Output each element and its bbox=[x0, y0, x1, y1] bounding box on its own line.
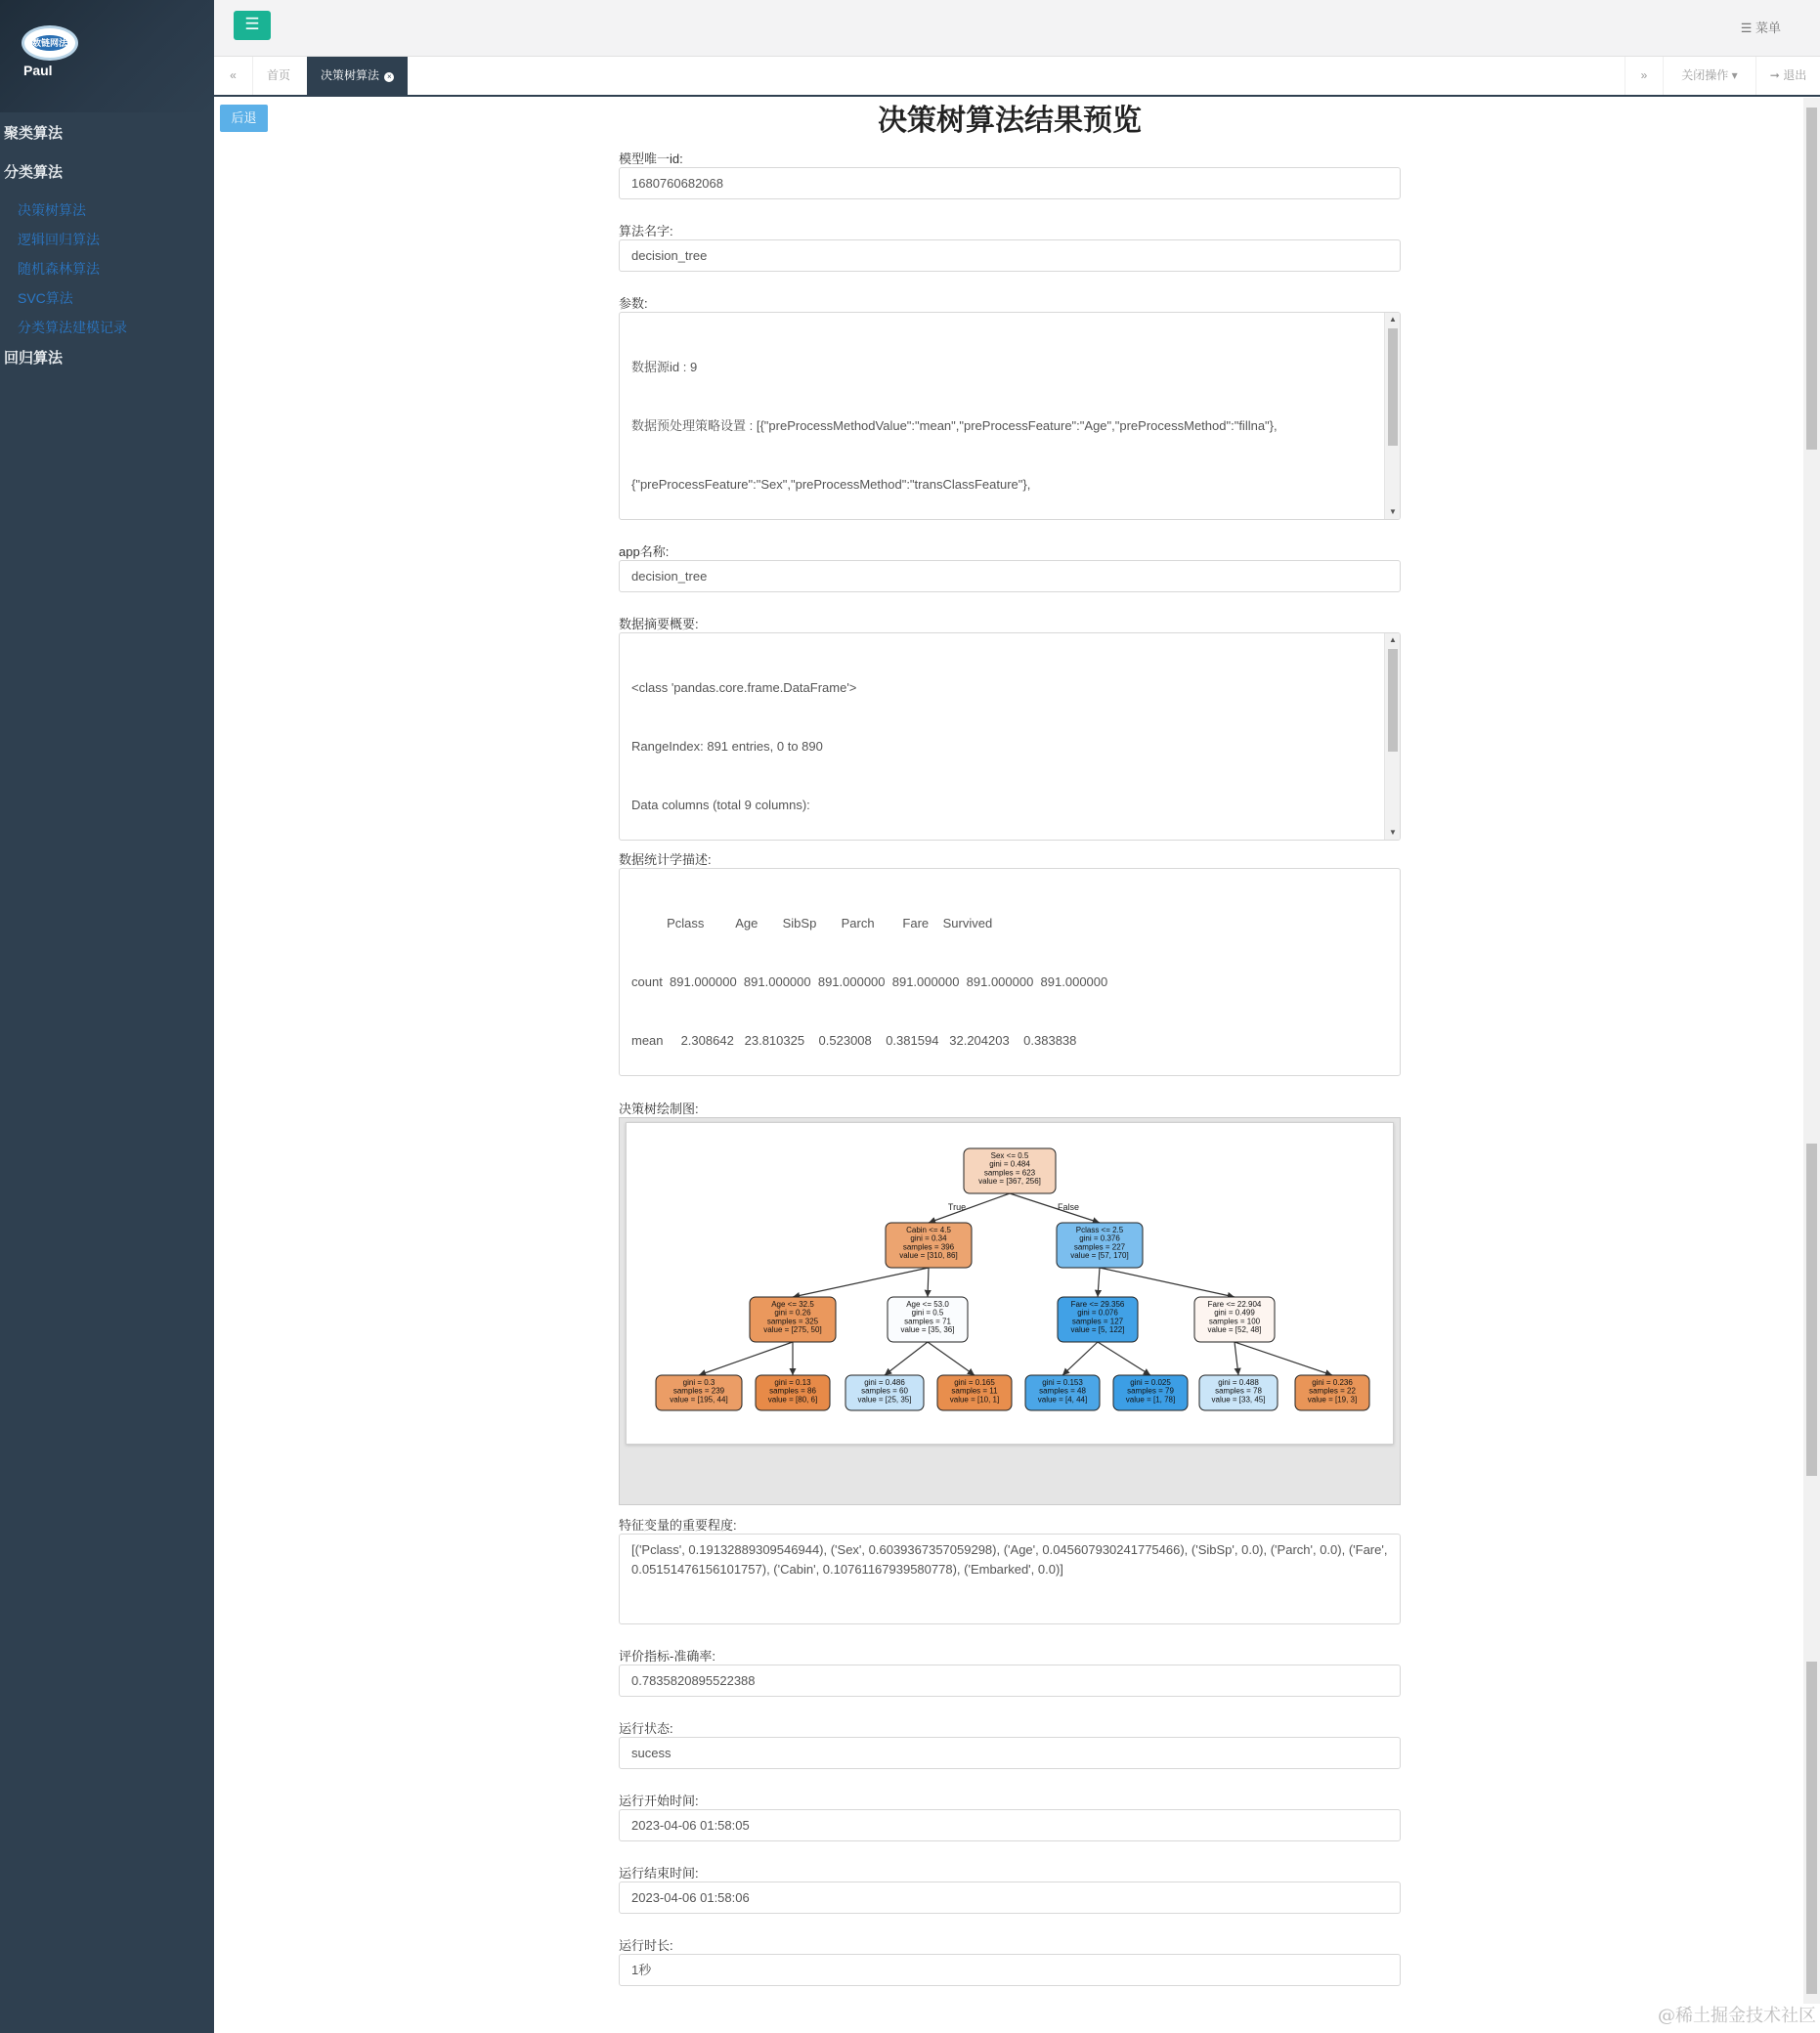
tree-edge bbox=[1098, 1342, 1150, 1375]
tree-edge bbox=[699, 1342, 793, 1375]
tree-leaf-node bbox=[1199, 1375, 1278, 1410]
tree-edge bbox=[928, 1342, 975, 1375]
svg-text:value = [33, 45]: value = [33, 45] bbox=[1211, 1395, 1266, 1405]
svg-text:value = [35, 36]: value = [35, 36] bbox=[900, 1325, 955, 1335]
tree-leaf-node bbox=[756, 1375, 830, 1410]
svg-text:gini = 0.236: gini = 0.236 bbox=[1312, 1378, 1353, 1387]
tree-edge bbox=[1235, 1342, 1238, 1375]
svg-text:value = [4, 44]: value = [4, 44] bbox=[1037, 1395, 1088, 1405]
page-title: 决策树算法结果预览 bbox=[878, 105, 1142, 137]
page-scroll-thumb[interactable] bbox=[1806, 108, 1817, 450]
page-scroll-thumb-2[interactable] bbox=[1806, 1144, 1817, 1476]
svg-text:value = [57, 170]: value = [57, 170] bbox=[1070, 1251, 1129, 1261]
tree-leaf-node bbox=[937, 1375, 1012, 1410]
data-summary-label: 数据摘要概要: bbox=[619, 617, 699, 631]
summary-scrollbar[interactable] bbox=[1384, 633, 1400, 840]
logo bbox=[22, 25, 78, 61]
svg-text:samples = 86: samples = 86 bbox=[769, 1386, 816, 1396]
svg-text:samples = 239: samples = 239 bbox=[672, 1386, 725, 1396]
svg-text:value = [195, 44]: value = [195, 44] bbox=[670, 1395, 728, 1405]
svg-text:samples = 78: samples = 78 bbox=[1215, 1386, 1262, 1396]
tree-split-node bbox=[888, 1297, 968, 1342]
svg-text:value = [1, 78]: value = [1, 78] bbox=[1125, 1395, 1176, 1405]
params-line: 数据源id : 9 bbox=[631, 360, 698, 374]
scroll-down-icon[interactable]: ▼ bbox=[1389, 828, 1397, 837]
accuracy-field[interactable]: 0.7835820895522388 bbox=[619, 1665, 1401, 1697]
page-scroll-thumb-3[interactable] bbox=[1806, 1662, 1817, 1994]
accuracy-label: 评价指标-准确率: bbox=[619, 1649, 715, 1664]
tree-split-node bbox=[750, 1297, 836, 1342]
model-id-field[interactable]: 1680760682068 bbox=[619, 167, 1401, 199]
logo-text: 数链网法 bbox=[32, 35, 67, 51]
tree-split-node bbox=[964, 1148, 1056, 1193]
svg-text:samples = 48: samples = 48 bbox=[1039, 1386, 1086, 1396]
scroll-up-icon[interactable]: ▲ bbox=[1389, 315, 1397, 324]
svg-text:samples = 22: samples = 22 bbox=[1309, 1386, 1356, 1396]
svg-text:Pclass <= 2.5: Pclass <= 2.5 bbox=[1075, 1226, 1124, 1234]
stats-line: count 891.000000 891.000000 891.000000 891.000000 891.000000 891.000000 bbox=[631, 974, 1108, 989]
svg-text:Age <= 32.5: Age <= 32.5 bbox=[771, 1300, 814, 1309]
double-left-icon: « bbox=[230, 68, 237, 82]
svg-text:value = [25, 35]: value = [25, 35] bbox=[857, 1395, 912, 1405]
tree-split-node bbox=[1058, 1297, 1138, 1342]
svg-text:value = [367, 256]: value = [367, 256] bbox=[978, 1177, 1041, 1187]
tree-plot-label: 决策树绘制图: bbox=[619, 1102, 699, 1116]
svg-text:gini = 0.3: gini = 0.3 bbox=[682, 1378, 715, 1387]
scroll-up-icon[interactable]: ▲ bbox=[1389, 635, 1397, 644]
tree-edge bbox=[793, 1268, 929, 1297]
logout-icon: ➞ bbox=[1769, 68, 1780, 82]
sidebar bbox=[0, 0, 214, 2033]
duration-label: 运行时长: bbox=[619, 1938, 673, 1953]
svg-text:samples = 227: samples = 227 bbox=[1073, 1242, 1126, 1252]
svg-text:value = [5, 122]: value = [5, 122] bbox=[1070, 1325, 1125, 1335]
nav-item-decision-tree[interactable]: 决策树算法 bbox=[18, 202, 86, 218]
algo-name-label: 算法名字: bbox=[619, 224, 673, 238]
caret-down-icon: ▾ bbox=[1731, 68, 1738, 82]
decision-tree-image bbox=[626, 1122, 1394, 1445]
tree-leaf-node bbox=[656, 1375, 742, 1410]
tree-split-node bbox=[886, 1223, 972, 1268]
tree-split-node bbox=[1194, 1297, 1275, 1342]
end-time-label: 运行结束时间: bbox=[619, 1866, 699, 1881]
double-right-icon: » bbox=[1640, 68, 1648, 82]
logout-label: 退出 bbox=[1783, 68, 1807, 82]
model-id-label: 模型唯一id: bbox=[619, 151, 683, 166]
scroll-thumb[interactable] bbox=[1388, 328, 1398, 446]
svg-text:gini = 0.076: gini = 0.076 bbox=[1077, 1308, 1118, 1318]
svg-text:gini = 0.165: gini = 0.165 bbox=[954, 1378, 995, 1387]
tree-edge bbox=[1098, 1268, 1100, 1297]
close-ops-label: 关闭操作 bbox=[1681, 68, 1729, 82]
nav-group-clustering[interactable]: 聚类算法 bbox=[4, 125, 64, 142]
tree-edge bbox=[929, 1193, 1010, 1223]
svg-text:value = [310, 86]: value = [310, 86] bbox=[899, 1251, 958, 1261]
svg-text:samples = 325: samples = 325 bbox=[766, 1317, 819, 1326]
tab-home[interactable]: 首页 bbox=[267, 68, 291, 82]
svg-text:gini = 0.13: gini = 0.13 bbox=[774, 1378, 811, 1387]
tree-edge bbox=[885, 1342, 928, 1375]
params-line: 数据预处理策略设置 : [{"preProcessMethodValue":"mean","preProcessFeature":"Age","preProcessMethod":"fillna"}, bbox=[631, 418, 1278, 433]
status-label: 运行状态: bbox=[619, 1721, 673, 1736]
decision-tree-svg bbox=[627, 1123, 1393, 1444]
tab-bar bbox=[214, 57, 1820, 97]
svg-text:gini = 0.153: gini = 0.153 bbox=[1042, 1378, 1083, 1387]
svg-text:value = [52, 48]: value = [52, 48] bbox=[1207, 1325, 1262, 1335]
app-name-label: app名称: bbox=[619, 544, 670, 559]
svg-text:value = [19, 3]: value = [19, 3] bbox=[1307, 1395, 1358, 1405]
svg-text:gini = 0.488: gini = 0.488 bbox=[1218, 1378, 1259, 1387]
data-summary-textarea[interactable] bbox=[619, 632, 1401, 841]
tab-label: 决策树算法 bbox=[321, 68, 380, 82]
start-time-field[interactable]: 2023-04-06 01:58:05 bbox=[619, 1809, 1401, 1841]
user-name[interactable]: Paul bbox=[23, 63, 53, 78]
svg-text:gini = 0.484: gini = 0.484 bbox=[989, 1159, 1030, 1169]
svg-text:samples = 396: samples = 396 bbox=[902, 1242, 955, 1252]
svg-text:samples = 11: samples = 11 bbox=[951, 1386, 998, 1396]
svg-text:samples = 127: samples = 127 bbox=[1071, 1317, 1124, 1326]
close-icon[interactable]: × bbox=[384, 72, 394, 82]
end-time-field[interactable]: 2023-04-06 01:58:06 bbox=[619, 1882, 1401, 1914]
summary-line: <class 'pandas.core.frame.DataFrame'> bbox=[631, 680, 857, 695]
tree-plot-frame bbox=[619, 1117, 1401, 1505]
svg-text:samples = 623: samples = 623 bbox=[983, 1168, 1036, 1178]
nav-group-classification[interactable]: 分类算法 bbox=[4, 164, 64, 181]
algo-name-field[interactable]: decision_tree bbox=[619, 239, 1401, 272]
svg-text:samples = 100: samples = 100 bbox=[1208, 1317, 1261, 1326]
svg-text:samples = 60: samples = 60 bbox=[861, 1386, 908, 1396]
tree-leaf-node bbox=[1113, 1375, 1188, 1410]
svg-text:value = [10, 1]: value = [10, 1] bbox=[949, 1395, 1000, 1405]
duration-field[interactable]: 1秒 bbox=[619, 1954, 1401, 1986]
logout-button[interactable] bbox=[1756, 57, 1820, 95]
summary-line: Data columns (total 9 columns): bbox=[631, 798, 810, 812]
tab-decision-tree[interactable] bbox=[307, 57, 408, 95]
feature-importance-textarea[interactable]: [('Pclass', 0.19132889309546944), ('Sex', 0.6039367357059298), ('Age', 0.045607930241775466), ('SibSp', 0.0), ('Parch', 0.0), ('Fare', 0.05151476156101757), ('Cabin', 0.10761167939580778), ('Embarked', 0.0)] bbox=[619, 1534, 1401, 1624]
stats-line: mean 2.308642 23.810325 0.523008 0.381594 32.204203 0.383838 bbox=[631, 1033, 1077, 1048]
top-bar bbox=[214, 0, 1820, 57]
feature-importance-label: 特征变量的重要程度: bbox=[619, 1518, 737, 1533]
svg-text:Age <= 53.0: Age <= 53.0 bbox=[906, 1300, 949, 1309]
tree-leaf-node bbox=[1295, 1375, 1369, 1410]
nav-item-svc[interactable]: SVC算法 bbox=[18, 290, 73, 306]
menu-label: 菜单 bbox=[1755, 21, 1781, 35]
list-icon: ☰ bbox=[1740, 21, 1753, 35]
tree-edge bbox=[1235, 1342, 1332, 1375]
svg-text:samples = 79: samples = 79 bbox=[1127, 1386, 1174, 1396]
params-textarea[interactable] bbox=[619, 312, 1401, 520]
tree-leaf-node bbox=[1025, 1375, 1100, 1410]
svg-text:Cabin <= 4.5: Cabin <= 4.5 bbox=[906, 1226, 951, 1234]
svg-text:gini = 0.376: gini = 0.376 bbox=[1079, 1233, 1120, 1243]
scroll-thumb[interactable] bbox=[1388, 649, 1398, 752]
profile-header bbox=[0, 0, 214, 112]
menu-toggle-button[interactable] bbox=[234, 11, 271, 40]
bars-icon: ☰ bbox=[244, 15, 260, 33]
svg-text:gini = 0.499: gini = 0.499 bbox=[1214, 1308, 1255, 1318]
page-scrollbar[interactable] bbox=[1803, 98, 1820, 2004]
svg-text:gini = 0.025: gini = 0.025 bbox=[1130, 1378, 1171, 1387]
svg-text:value = [275, 50]: value = [275, 50] bbox=[763, 1325, 822, 1335]
app-name-field[interactable]: decision_tree bbox=[619, 560, 1401, 592]
nav-group-regression[interactable]: 回归算法 bbox=[4, 350, 64, 367]
svg-text:value = [80, 6]: value = [80, 6] bbox=[767, 1395, 818, 1405]
edge-label-false: False bbox=[1057, 1202, 1080, 1212]
tree-split-node bbox=[1057, 1223, 1143, 1268]
menu-link[interactable] bbox=[1741, 18, 1781, 36]
params-line: {"preProcessFeature":"Sex","preProcessMethod":"transClassFeature"}, bbox=[631, 477, 1031, 492]
data-stats-textarea[interactable] bbox=[619, 868, 1401, 1076]
tree-leaf-node bbox=[845, 1375, 924, 1410]
params-label: 参数: bbox=[619, 296, 648, 311]
back-button[interactable]: 后退 bbox=[220, 105, 268, 132]
tab-scroll-right-button[interactable] bbox=[1625, 57, 1664, 95]
nav-item-modeling-records[interactable]: 分类算法建模记录 bbox=[18, 320, 127, 335]
scroll-down-icon[interactable]: ▼ bbox=[1389, 507, 1397, 516]
status-field[interactable]: sucess bbox=[619, 1737, 1401, 1769]
svg-text:Fare <= 22.904: Fare <= 22.904 bbox=[1207, 1300, 1262, 1309]
watermark: @稀土掘金技术社区 bbox=[1658, 2006, 1816, 2026]
params-scrollbar[interactable] bbox=[1384, 313, 1400, 519]
svg-text:gini = 0.34: gini = 0.34 bbox=[910, 1233, 947, 1243]
start-time-label: 运行开始时间: bbox=[619, 1794, 699, 1808]
svg-text:gini = 0.26: gini = 0.26 bbox=[774, 1308, 811, 1318]
tree-edge bbox=[1062, 1342, 1098, 1375]
close-operations-dropdown[interactable] bbox=[1664, 57, 1756, 95]
tab-scroll-left-button[interactable] bbox=[214, 57, 253, 95]
tree-edge bbox=[928, 1268, 929, 1297]
nav-item-random-forest[interactable]: 随机森林算法 bbox=[18, 261, 100, 277]
tree-edge bbox=[1100, 1268, 1235, 1297]
data-stats-label: 数据统计学描述: bbox=[619, 852, 712, 867]
svg-text:samples = 71: samples = 71 bbox=[904, 1317, 951, 1326]
svg-text:Fare <= 29.356: Fare <= 29.356 bbox=[1070, 1300, 1125, 1309]
nav-item-logistic-regression[interactable]: 逻辑回归算法 bbox=[18, 232, 100, 247]
edge-label-true: True bbox=[947, 1202, 967, 1212]
summary-line: RangeIndex: 891 entries, 0 to 890 bbox=[631, 739, 823, 754]
svg-text:gini = 0.486: gini = 0.486 bbox=[864, 1378, 905, 1387]
svg-text:Sex <= 0.5: Sex <= 0.5 bbox=[990, 1151, 1029, 1160]
tree-edge bbox=[1010, 1193, 1100, 1223]
svg-text:gini = 0.5: gini = 0.5 bbox=[911, 1308, 944, 1318]
stats-line: Pclass Age SibSp Parch Fare Survived bbox=[631, 916, 993, 930]
